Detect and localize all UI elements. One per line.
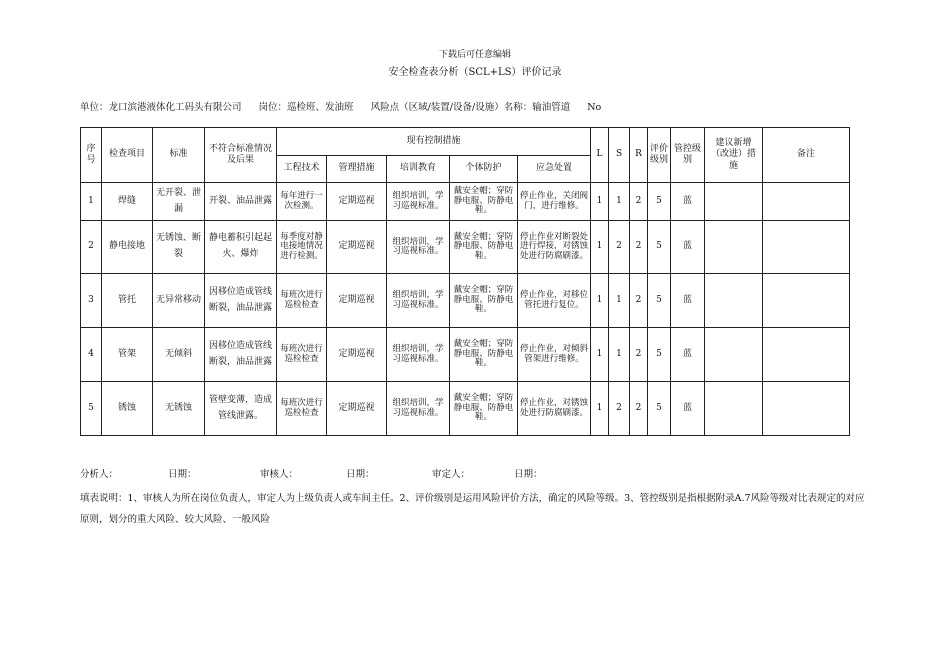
cell-mgmt: 定期巡视 xyxy=(327,382,387,436)
page-title: 安全检查表分析（SCL+LS）评价记录 xyxy=(388,67,562,78)
cell-eng: 每班次进行巡检检查 xyxy=(277,328,327,382)
cell-S: 1 xyxy=(609,274,630,328)
cell-nonconform: 管壁变薄，造成管线泄露。 xyxy=(205,382,277,436)
table-row xyxy=(81,382,850,436)
cell-standard: 无倾斜 xyxy=(153,328,205,382)
cell-train: 组织培训，学习巡视标准。 xyxy=(387,328,450,382)
header-suggest: 建议新增（改进）措施 xyxy=(705,128,763,183)
cell-eng: 每班次进行巡检检查 xyxy=(277,274,327,328)
cell-mgmt: 定期巡视 xyxy=(327,328,387,382)
top-note: 下载后可任意编辑 xyxy=(438,50,511,60)
cell-level: 5 xyxy=(648,328,671,382)
header-eng: 工程技术 xyxy=(277,156,327,183)
cell-R: 2 xyxy=(630,183,648,221)
cell-mgmt: 定期巡视 xyxy=(327,183,387,221)
table-row xyxy=(81,274,850,328)
cell-nonconform: 因移位造成管线断裂，油品泄露 xyxy=(205,328,277,382)
approver-label: 审定人： xyxy=(432,469,471,480)
cell-ctrl: 蓝 xyxy=(671,328,705,382)
cell-item: 管架 xyxy=(102,328,153,382)
date-label-2: 日期： xyxy=(346,469,375,480)
signature-line xyxy=(80,466,543,480)
cell-emergency: 停止作业，关闭阀门，进行维修。 xyxy=(518,183,591,221)
table-row xyxy=(81,183,850,221)
cell-level: 5 xyxy=(648,382,671,436)
header-S: S xyxy=(609,128,630,183)
header-L: L xyxy=(591,128,609,183)
header-item: 检查项目 xyxy=(102,128,153,183)
cell-level: 5 xyxy=(648,274,671,328)
cell-L: 1 xyxy=(591,328,609,382)
cell-emergency: 停止作业，对移位管托进行复位。 xyxy=(518,274,591,328)
cell-item: 管托 xyxy=(102,274,153,328)
date-label-3: 日期： xyxy=(514,469,543,480)
cell-suggest xyxy=(705,183,763,221)
cell-train: 组织培训，学习巡视标准。 xyxy=(387,274,450,328)
header-ctrl-level: 管控级别 xyxy=(671,128,705,183)
cell-seq: 3 xyxy=(81,274,102,328)
cell-ppe: 戴安全帽；穿防静电服、防静电鞋。 xyxy=(450,183,518,221)
cell-seq: 4 xyxy=(81,328,102,382)
header-remark: 备注 xyxy=(763,128,850,183)
cell-L: 1 xyxy=(591,183,609,221)
cell-level: 5 xyxy=(648,221,671,274)
cell-seq: 2 xyxy=(81,221,102,274)
cell-remark xyxy=(763,382,850,436)
cell-L: 1 xyxy=(591,382,609,436)
cell-R: 2 xyxy=(630,221,648,274)
cell-standard: 无锈蚀 xyxy=(153,382,205,436)
cell-standard: 无开裂、泄漏 xyxy=(153,183,205,221)
cell-ppe: 戴安全帽；穿防静电服、防静电鞋。 xyxy=(450,274,518,328)
cell-eng: 每年进行一次检测。 xyxy=(277,183,327,221)
cell-seq: 5 xyxy=(81,382,102,436)
cell-remark xyxy=(763,221,850,274)
info-line xyxy=(80,99,615,113)
cell-S: 1 xyxy=(609,328,630,382)
cell-level: 5 xyxy=(648,183,671,221)
cell-suggest xyxy=(705,328,763,382)
cell-ctrl: 蓝 xyxy=(671,382,705,436)
cell-standard: 无异常移动 xyxy=(153,274,205,328)
cell-ppe: 戴安全帽；穿防静电服、防静电鞋。 xyxy=(450,221,518,274)
cell-item: 锈蚀 xyxy=(102,382,153,436)
header-train: 培训教育 xyxy=(387,156,450,183)
cell-L: 1 xyxy=(591,221,609,274)
cell-S: 1 xyxy=(609,183,630,221)
header-ppe: 个体防护 xyxy=(450,156,518,183)
cell-ppe: 戴安全帽；穿防静电服、防静电鞋。 xyxy=(450,328,518,382)
evaluation-table xyxy=(80,127,850,436)
unit-name: 单位：龙口滨港液体化工码头有限公司 xyxy=(80,102,242,113)
cell-S: 2 xyxy=(609,382,630,436)
risk-point-name: 风险点（区域/装置/设备/设施）名称：输油管道 xyxy=(370,102,571,113)
header-nonconform: 不符合标准情况及后果 xyxy=(205,128,277,183)
cell-R: 2 xyxy=(630,274,648,328)
cell-ppe: 戴安全帽；穿防静电服、防静电鞋。 xyxy=(450,382,518,436)
cell-nonconform: 因移位造成管线断裂，油品泄露 xyxy=(205,274,277,328)
header-standard: 标准 xyxy=(153,128,205,183)
header-R: R xyxy=(630,128,648,183)
cell-suggest xyxy=(705,274,763,328)
cell-remark xyxy=(763,183,850,221)
cell-suggest xyxy=(705,221,763,274)
header-emergency: 应急处置 xyxy=(518,156,591,183)
cell-L: 1 xyxy=(591,274,609,328)
cell-ctrl: 蓝 xyxy=(671,274,705,328)
cell-seq: 1 xyxy=(81,183,102,221)
cell-eng: 每班次进行巡检检查 xyxy=(277,382,327,436)
header-controls: 现有控制措施 xyxy=(277,128,591,156)
post-name: 岗位：巡检班、发油班 xyxy=(258,102,354,113)
cell-S: 2 xyxy=(609,221,630,274)
cell-mgmt: 定期巡视 xyxy=(327,221,387,274)
cell-mgmt: 定期巡视 xyxy=(327,274,387,328)
cell-train: 组织培训，学习巡视标准。 xyxy=(387,221,450,274)
cell-nonconform: 静电蓄积引起起火、爆炸 xyxy=(205,221,277,274)
record-no: No xyxy=(587,102,602,113)
cell-standard: 无锈蚀、断裂 xyxy=(153,221,205,274)
cell-eng: 每季度对静电接地情况进行检测。 xyxy=(277,221,327,274)
header-mgmt: 管理措施 xyxy=(327,156,387,183)
header-seq: 序号 xyxy=(81,128,102,183)
cell-suggest xyxy=(705,382,763,436)
table-row xyxy=(81,328,850,382)
cell-remark xyxy=(763,328,850,382)
analyst-label: 分析人： xyxy=(80,469,119,480)
cell-remark xyxy=(763,274,850,328)
cell-train: 组织培训，学习巡视标准。 xyxy=(387,183,450,221)
cell-train: 组织培训，学习巡视标准。 xyxy=(387,382,450,436)
table-row xyxy=(81,221,850,274)
cell-ctrl: 蓝 xyxy=(671,221,705,274)
cell-item: 静电接地 xyxy=(102,221,153,274)
cell-R: 2 xyxy=(630,328,648,382)
cell-item: 焊缝 xyxy=(102,183,153,221)
cell-emergency: 停止作业，对倾斜管架进行维修。 xyxy=(518,328,591,382)
cell-emergency: 停止作业，对锈蚀处进行防腐刷漆。 xyxy=(518,382,591,436)
date-label-1: 日期： xyxy=(168,469,197,480)
reviewer-label: 审核人： xyxy=(260,469,299,480)
cell-ctrl: 蓝 xyxy=(671,183,705,221)
header-level: 评价级别 xyxy=(648,128,671,183)
cell-nonconform: 开裂、油品泄露 xyxy=(205,183,277,221)
cell-emergency: 停止作业对断裂处进行焊接，对锈蚀处进行防腐刷漆。 xyxy=(518,221,591,274)
filling-note: 填表说明：1、审核人为所在岗位负责人，审定人为上级负责人或车间主任。2、评价级别是运用风险评价方法，确定的风险等级。3、管控级别是指根据附录A.7风险等级对比表规定的对应原则，划分的重大风险、较大风险、一般风险 xyxy=(80,493,865,525)
cell-R: 2 xyxy=(630,382,648,436)
